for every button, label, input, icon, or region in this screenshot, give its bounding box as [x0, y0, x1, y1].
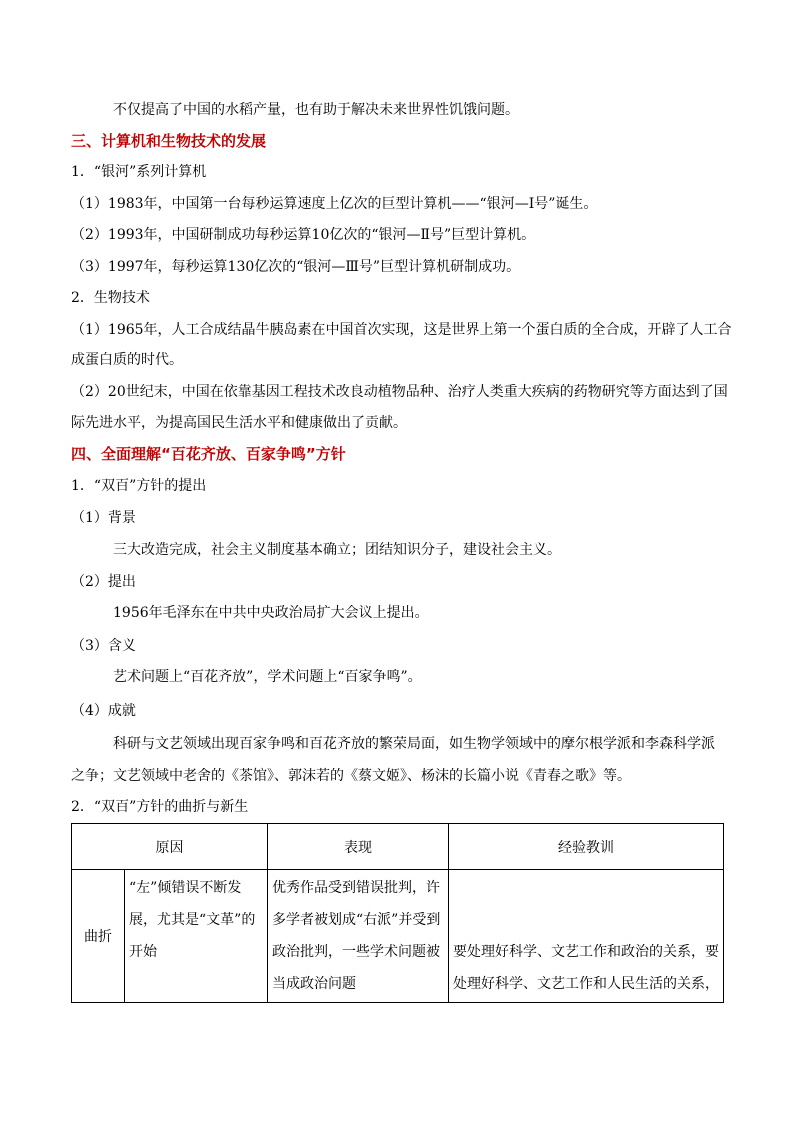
- item-content: 之争；文艺领域中老舍的《茶馆》、郭沫若的《蔡文姬》、杨沫的长篇小说《青春之歌》等。: [71, 768, 631, 784]
- table-header-row: [72, 824, 724, 870]
- item-label: （1）背景: [71, 510, 136, 526]
- lesson-cell: 要处理好科学、文艺工作和政治的关系，要处理好科学、文艺工作和人民生活的关系，: [449, 870, 724, 1003]
- section-heading-4: 四、全面理解“百花齐放、百家争鸣”方针: [71, 445, 346, 463]
- item-line: （3）1997年，每秒运算130亿次的“银河—Ⅲ号”巨型计算机研制成功。: [71, 259, 521, 275]
- item-line: 际先进水平，为提高国民生活水平和健康做出了贡献。: [71, 415, 407, 431]
- cause-cell: “左”倾错误不断发展，尤其是“文革”的开始: [125, 870, 268, 1003]
- shuangbai-table: [71, 823, 724, 1003]
- subheading-2: 2．“双百”方针的曲折与新生: [71, 799, 249, 815]
- subheading-1: 1．“双百”方针的提出: [71, 478, 207, 494]
- item-line: （1）1983年，中国第一台每秒运算速度上亿次的巨型计算机——“银河—Ⅰ号”诞生。: [71, 196, 598, 212]
- item-label: （4）成就: [71, 703, 136, 719]
- header-manifestation: 表现: [268, 824, 449, 870]
- header-cause: 原因: [72, 824, 268, 870]
- item-content: 1956年毛泽东在中共中央政治局扩大会议上提出。: [113, 605, 429, 621]
- manifestation-cell: 优秀作品受到错误批判，许多学者被划成“右派”并受到政治批判，一些学术问题被当成政治问题: [268, 870, 449, 1003]
- item-line: （1）1965年，人工合成结晶牛胰岛素在中国首次实现，这是世界上第一个蛋白质的全合成，开辟了人工合: [71, 322, 732, 338]
- item-label: （2）提出: [71, 574, 136, 590]
- item-content: 三大改造完成，社会主义制度基本确立；团结知识分子，建设社会主义。: [113, 542, 561, 558]
- item-label: （3）含义: [71, 638, 136, 654]
- item-line: （2）20世纪末，中国在依靠基因工程技术改良动植物品种、治疗人类重大疾病的药物研究等方面达到了国: [71, 384, 728, 400]
- item-content: 艺术问题上“百花齐放”，学术问题上“百家争鸣”。: [113, 669, 422, 685]
- subheading-2: 2．生物技术: [71, 290, 150, 306]
- table-row: [72, 870, 724, 1003]
- item-line: 成蛋白质的时代。: [71, 352, 183, 368]
- row-label: 曲折: [72, 870, 125, 1003]
- item-content: 科研与文艺领域出现百家争鸣和百花齐放的繁荣局面，如生物学领域中的摩尔根学派和李森科学派: [113, 736, 715, 752]
- paragraph-continuation: 不仅提高了中国的水稻产量，也有助于解决未来世界性饥饿问题。: [113, 102, 519, 118]
- header-lesson: 经验教训: [449, 824, 724, 870]
- item-line: （2）1993年，中国研制成功每秒运算10亿次的“银河—Ⅱ号”巨型计算机。: [71, 227, 536, 243]
- section-heading-3: 三、计算机和生物技术的发展: [71, 132, 267, 150]
- subheading-1: 1．“银河”系列计算机: [71, 164, 207, 180]
